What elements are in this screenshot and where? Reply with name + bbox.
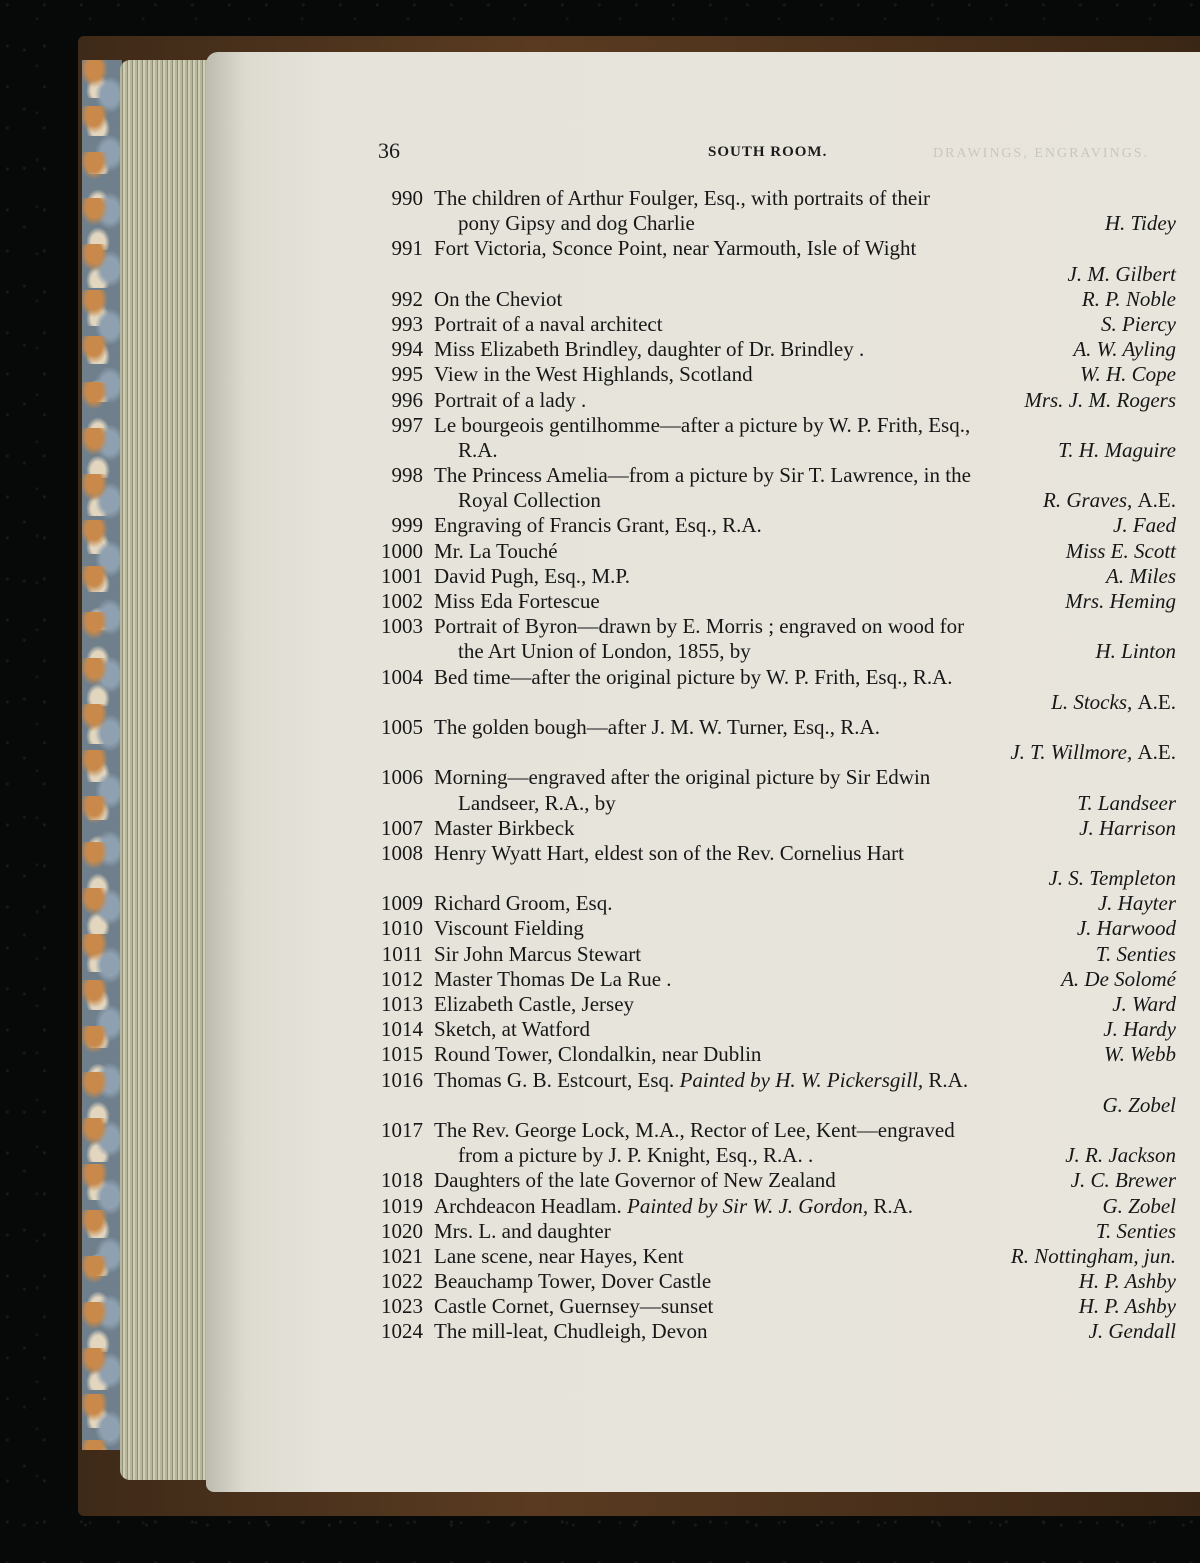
entry-number: 1012 (381, 966, 423, 991)
catalogue-entry (366, 539, 1176, 564)
entry-artist (1051, 690, 1176, 715)
entry-line (366, 841, 1176, 866)
catalogue-entry (366, 841, 1176, 891)
entry-line (366, 639, 1176, 664)
entry-artist (1079, 1294, 1176, 1319)
catalogue-entry (366, 891, 1176, 916)
entry-number: 1021 (381, 1243, 423, 1268)
entry-title: Mr. La Touché (434, 538, 558, 563)
entry-line (366, 816, 1176, 841)
entry-artist (1112, 992, 1176, 1017)
entry-artist (1079, 816, 1176, 841)
entry-title: Master Birkbeck (434, 815, 575, 840)
entry-artist (1077, 916, 1176, 941)
entry-line (366, 765, 1176, 790)
entry-number: 992 (391, 286, 423, 311)
entry-title: On the Cheviot (434, 286, 563, 311)
entry-title: Miss Elizabeth Brindley, daughter of Dr. Brindley . (434, 337, 865, 362)
entry-title: Master Thomas De La Rue . (434, 966, 672, 991)
catalogue-entry (366, 816, 1176, 841)
catalogue-entry (366, 1219, 1176, 1244)
artist-name: W. H. Cope (1079, 362, 1176, 387)
artist-name: R. Graves, (1043, 488, 1133, 513)
entry-artist (1065, 589, 1176, 614)
artist-name: T. Senties (1095, 1218, 1176, 1243)
entry-artist (1103, 1194, 1177, 1219)
entry-title: Thomas G. B. Estcourt, Esq. Painted by H. W. Pickersgill, R.A. (434, 1067, 969, 1092)
entry-number: 990 (391, 186, 423, 210)
entry-line (366, 740, 1176, 765)
entry-line (366, 1118, 1176, 1143)
artist-name: R. Nottingham, jun. (1010, 1243, 1176, 1268)
entry-number: 997 (391, 412, 423, 437)
entry-number: 1014 (381, 1017, 423, 1042)
entry-title: Portrait of a naval architect (434, 311, 663, 336)
artist-suffix: A.E. (1137, 689, 1176, 714)
entry-line (366, 564, 1176, 589)
entry-line (366, 1093, 1176, 1118)
entry-line (366, 337, 1176, 362)
catalogue-list (366, 186, 1176, 1345)
entry-artist (1096, 942, 1176, 967)
entry-title: Portrait of a lady . (434, 387, 587, 412)
artist-name: Mrs. Heming (1065, 589, 1176, 613)
entry-title: Archdeacon Headlam. Painted by Sir W. J. Gordon, R.A. (434, 1193, 914, 1218)
artist-name: T. Landseer (1077, 790, 1176, 815)
entry-title: Sketch, at Watford (434, 1017, 590, 1042)
entry-line (366, 236, 1176, 261)
artist-name: T. Senties (1095, 941, 1176, 966)
catalogue-entry (366, 765, 1176, 815)
entry-line (366, 1294, 1176, 1319)
entry-title: Landseer, R.A., by (458, 790, 616, 815)
catalogue-entry (366, 1294, 1176, 1319)
page-header (378, 138, 1173, 168)
artist-name: G. Zobel (1102, 1092, 1176, 1117)
artist-name: J. C. Brewer (1070, 1168, 1176, 1193)
entry-line (366, 791, 1176, 816)
entry-title: the Art Union of London, 1855, by (458, 639, 751, 664)
entry-number: 995 (391, 362, 423, 387)
entry-line (366, 1168, 1176, 1193)
entry-line (366, 312, 1176, 337)
entry-painter-credit: Painted by Sir W. J. Gordon, (627, 1193, 869, 1218)
artist-name: J. Harrison (1079, 815, 1176, 840)
entry-artist (1061, 967, 1176, 992)
entry-title: Morning—engraved after the original picture by Sir Edwin (434, 765, 931, 790)
entry-title: The mill-leat, Chudleigh, Devon (434, 1319, 708, 1344)
entry-title: Richard Groom, Esq. (434, 891, 613, 916)
entry-artist (1089, 1319, 1176, 1344)
entry-line (366, 1269, 1176, 1294)
entry-artist (1048, 866, 1176, 891)
entry-artist (1065, 1143, 1176, 1168)
catalogue-entry (366, 312, 1176, 337)
entry-title: Fort Victoria, Sconce Point, near Yarmouth, Isle of Wight (434, 236, 917, 261)
catalogue-entry (366, 287, 1176, 312)
entry-title: Daughters of the late Governor of New Zealand (434, 1168, 836, 1193)
entry-title: from a picture by J. P. Knight, Esq., R.A. . (458, 1143, 814, 1168)
entry-number: 998 (391, 463, 423, 488)
entry-line (366, 413, 1176, 438)
artist-name: J. R. Jackson (1065, 1143, 1176, 1168)
artist-name: S. Piercy (1100, 311, 1176, 336)
catalogue-entry (366, 1194, 1176, 1219)
entry-line (366, 866, 1176, 891)
catalogue-entry (366, 942, 1176, 967)
catalogue-entry (366, 564, 1176, 589)
catalogue-entry (366, 1168, 1176, 1193)
artist-name: J. Harwood (1076, 916, 1176, 941)
entry-artist (1010, 740, 1176, 765)
catalogue-entry (366, 186, 1176, 236)
catalogue-entry (366, 388, 1176, 413)
catalogue-entry (366, 1269, 1176, 1294)
entry-line (366, 1143, 1176, 1168)
entry-artist (1073, 337, 1176, 362)
artist-name: Mrs. J. M. Rogers (1024, 387, 1176, 412)
artist-name: J. Gendall (1088, 1319, 1176, 1344)
entry-line (366, 992, 1176, 1017)
entry-painter-credit: Painted by H. W. Pickersgill, (679, 1067, 924, 1092)
entry-number: 1008 (381, 840, 423, 865)
entry-line (366, 438, 1176, 463)
entry-number: 1004 (381, 664, 423, 689)
entry-line (366, 967, 1176, 992)
entry-line (366, 1068, 1176, 1093)
artist-name: J. M. Gilbert (1067, 261, 1176, 286)
catalogue-entry (366, 1042, 1176, 1067)
entry-number: 1011 (381, 941, 423, 966)
entry-artist (1082, 287, 1176, 312)
artist-name: R. P. Noble (1081, 286, 1176, 311)
entry-artist (1043, 488, 1176, 513)
entry-title: Elizabeth Castle, Jersey (434, 992, 635, 1016)
entry-painter-suffix: R.A. (928, 1067, 969, 1092)
entry-artist (1058, 438, 1176, 463)
entry-painter-suffix: R.A. (873, 1193, 914, 1218)
catalogue-entry (366, 967, 1176, 992)
entry-line (366, 262, 1176, 287)
catalogue-entry (366, 916, 1176, 941)
catalogue-entry (366, 614, 1176, 664)
entry-number: 1015 (381, 1042, 423, 1067)
entry-number: 1017 (381, 1117, 423, 1142)
artist-name: T. H. Maguire (1058, 437, 1176, 462)
entry-number: 1016 (381, 1067, 423, 1092)
entry-line (366, 1017, 1176, 1042)
entry-number: 1018 (381, 1168, 423, 1193)
artist-name: Miss E. Scott (1065, 538, 1176, 563)
entry-number: 1020 (381, 1218, 423, 1243)
entry-title: The golden bough—after J. M. W. Turner, Esq., R.A. (434, 714, 880, 739)
catalogue-entry (366, 1118, 1176, 1168)
running-head: SOUTH ROOM. (708, 144, 828, 160)
entry-line (366, 690, 1176, 715)
entry-number: 1005 (381, 714, 423, 739)
entry-artist (1104, 1042, 1176, 1067)
entry-title: R.A. (458, 437, 498, 462)
entry-title: Round Tower, Clondalkin, near Dublin (434, 1042, 762, 1067)
entry-artist (1105, 211, 1176, 236)
entry-title: Engraving of Francis Grant, Esq., R.A. (434, 513, 762, 538)
entry-number: 1024 (381, 1319, 423, 1344)
entry-title: Portrait of Byron—drawn by E. Morris ; engraved on wood for (434, 614, 965, 639)
entry-title: Sir John Marcus Stewart (434, 941, 642, 966)
catalogue-entry (366, 665, 1176, 715)
entry-line (366, 1219, 1176, 1244)
entry-artist (1098, 891, 1176, 916)
artist-suffix: A.E. (1137, 488, 1176, 513)
entry-line (366, 1042, 1176, 1067)
entry-line (366, 463, 1176, 488)
artist-name: H. Linton (1095, 639, 1176, 664)
bleed-through-text: DRAWINGS, ENGRAVINGS. (933, 146, 1150, 161)
entry-line (366, 589, 1176, 614)
page-number: 36 (378, 138, 400, 163)
entry-number: 991 (391, 236, 423, 261)
entry-title: pony Gipsy and dog Charlie (458, 211, 695, 236)
catalogue-entry (366, 1068, 1176, 1118)
catalogue-entry (366, 236, 1176, 286)
entry-line (366, 539, 1176, 564)
catalogue-entry (366, 362, 1176, 387)
artist-name: H. P. Ashby (1078, 1269, 1176, 1294)
entry-number: 1003 (381, 614, 423, 639)
entry-number: 996 (391, 387, 423, 412)
entry-number: 1007 (381, 815, 423, 840)
entry-artist (1024, 388, 1176, 413)
artist-name: L. Stocks, (1051, 689, 1133, 714)
entry-number: 1001 (381, 563, 423, 588)
entry-number: 1009 (381, 891, 423, 916)
entry-title: The children of Arthur Foulger, Esq., with portraits of their (434, 186, 931, 210)
entry-title: Beauchamp Tower, Dover Castle (434, 1269, 712, 1294)
artist-name: J. Hayter (1097, 891, 1176, 916)
catalogue-entry (366, 513, 1176, 538)
artist-name: A. De Solomé (1061, 966, 1176, 991)
entry-title: Le bourgeois gentilhomme—after a picture by W. P. Frith, Esq., (434, 412, 971, 437)
entry-line (366, 614, 1176, 639)
catalogue-entry (366, 1244, 1176, 1269)
entry-number: 993 (391, 311, 423, 336)
marbled-endpaper (82, 60, 122, 1450)
catalogue-entry (366, 463, 1176, 513)
entry-title: Viscount Fielding (434, 916, 584, 941)
entry-number: 1002 (381, 589, 423, 613)
entry-artist (1101, 312, 1176, 337)
entry-artist (1011, 1244, 1176, 1269)
artist-name: G. Zobel (1102, 1193, 1176, 1218)
entry-number: 999 (391, 513, 423, 538)
entry-artist (1095, 639, 1176, 664)
entry-number: 1010 (381, 916, 423, 941)
entry-line (366, 388, 1176, 413)
entry-title: Bed time—after the original picture by W. P. Frith, Esq., R.A. (434, 664, 953, 689)
entry-number: 1019 (381, 1193, 423, 1218)
entry-line (366, 665, 1176, 690)
artist-name: J. T. Willmore, (1010, 740, 1133, 765)
entry-title: Mrs. L. and daughter (434, 1218, 611, 1243)
entry-line (366, 715, 1176, 740)
entry-artist (1113, 513, 1176, 538)
entry-number: 1000 (381, 538, 423, 563)
entry-number: 1022 (381, 1269, 423, 1294)
entry-artist (1106, 564, 1176, 589)
entry-title: Royal Collection (458, 488, 601, 513)
page-edges (120, 60, 212, 1480)
catalogue-entry (366, 1319, 1176, 1344)
entry-artist (1077, 791, 1176, 816)
entry-title: Lane scene, near Hayes, Kent (434, 1243, 684, 1268)
entry-line (366, 942, 1176, 967)
artist-name: J. S. Templeton (1048, 866, 1176, 891)
artist-name: J. Hardy (1103, 1017, 1176, 1042)
entry-artist (1079, 1269, 1176, 1294)
entry-number: 1006 (381, 765, 423, 790)
entry-line (366, 362, 1176, 387)
entry-title: Henry Wyatt Hart, eldest son of the Rev. Cornelius Hart (434, 840, 904, 865)
catalogue-entry (366, 715, 1176, 765)
entry-title: View in the West Highlands, Scotland (434, 362, 753, 387)
entry-line (366, 186, 1176, 211)
entry-artist (1066, 539, 1176, 564)
entry-artist (1103, 1017, 1176, 1042)
entry-title: Castle Cornet, Guernsey—sunset (434, 1294, 714, 1319)
entry-line (366, 211, 1176, 236)
entry-line (366, 1194, 1176, 1219)
entry-title: The Princess Amelia—from a picture by Sir T. Lawrence, in the (434, 463, 971, 488)
catalogue-entry (366, 337, 1176, 362)
entry-number: 1023 (381, 1294, 423, 1319)
entry-line (366, 287, 1176, 312)
entry-line (366, 513, 1176, 538)
entry-line (366, 916, 1176, 941)
entry-artist (1068, 262, 1176, 287)
catalogue-entry (366, 1017, 1176, 1042)
artist-name: A. Miles (1106, 563, 1176, 588)
entry-line (366, 891, 1176, 916)
artist-suffix: A.E. (1137, 740, 1176, 765)
artist-name: H. Tidey (1104, 211, 1176, 236)
entry-title: The Rev. George Lock, M.A., Rector of Lee, Kent—engraved (434, 1117, 955, 1142)
entry-artist (1096, 1219, 1176, 1244)
entry-number: 1013 (381, 992, 423, 1016)
entry-title: Miss Eda Fortescue (434, 589, 600, 613)
entry-title: David Pugh, Esq., M.P. (434, 563, 631, 588)
artist-name: J. Ward (1112, 992, 1176, 1016)
entry-number: 994 (391, 337, 423, 362)
catalogue-entry (366, 589, 1176, 614)
artist-name: W. Webb (1104, 1042, 1176, 1067)
entry-line (366, 1244, 1176, 1269)
entry-line (366, 1319, 1176, 1344)
artist-name: J. Faed (1113, 513, 1176, 538)
entry-line (366, 488, 1176, 513)
entry-artist (1071, 1168, 1176, 1193)
catalogue-entry (366, 992, 1176, 1017)
entry-artist (1103, 1093, 1177, 1118)
catalogue-entry (366, 413, 1176, 463)
artist-name: H. P. Ashby (1078, 1294, 1176, 1319)
entry-artist (1080, 362, 1176, 387)
artist-name: A. W. Ayling (1073, 337, 1176, 362)
